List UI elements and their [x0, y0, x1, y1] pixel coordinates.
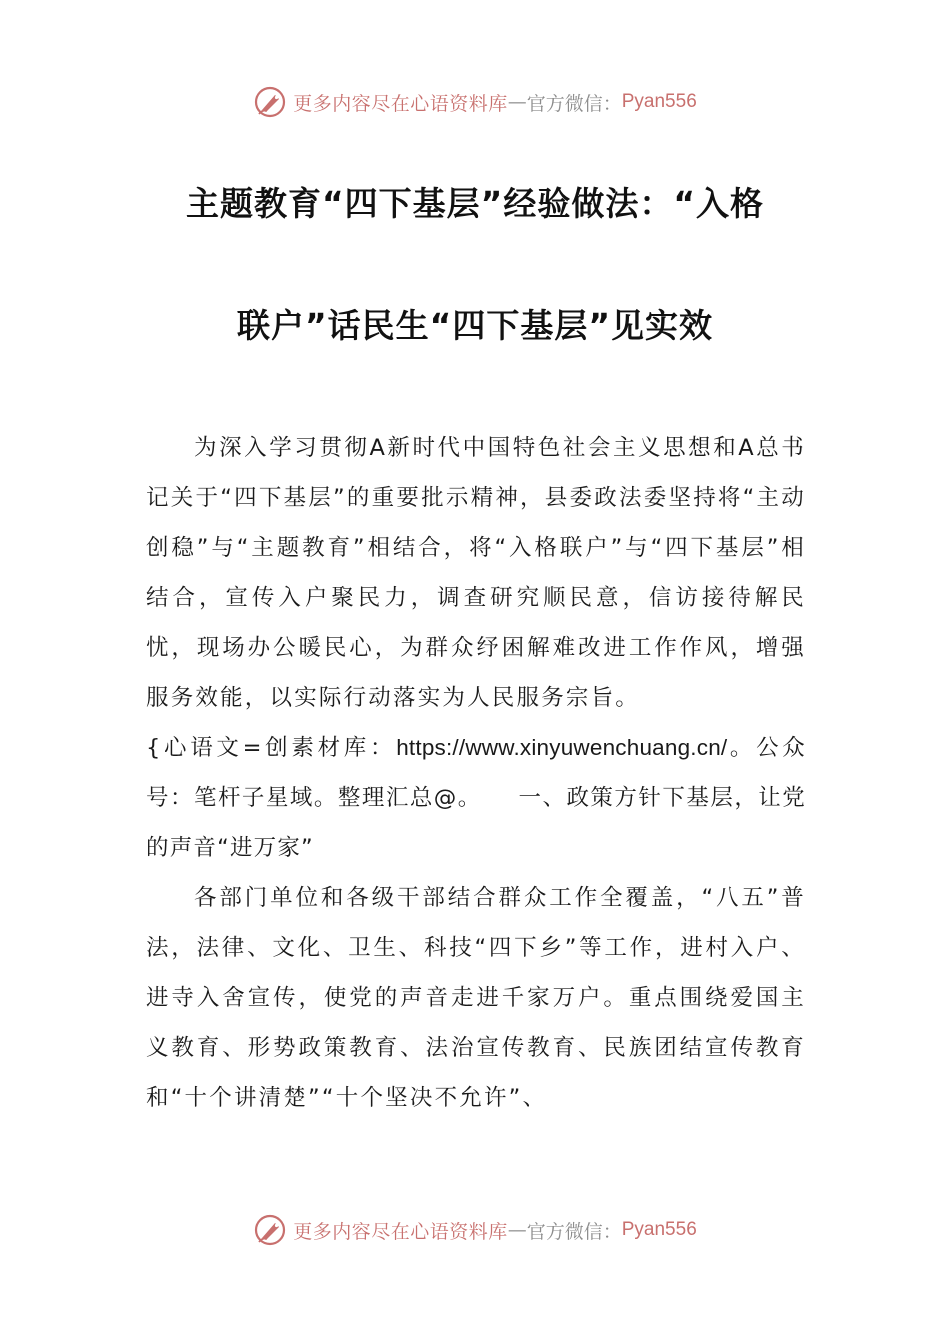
header-banner: [0, 82, 950, 122]
banner-wechat-label: 官方微信：: [526, 92, 622, 115]
footer-banner: [0, 1210, 950, 1250]
banner-dash: —: [507, 91, 527, 113]
document-title-line-1: 主题教育“四下基层”经验做法：“入格: [185, 184, 765, 223]
banner-dash: —: [507, 1219, 527, 1241]
pen-nib-logo-icon: [253, 1213, 287, 1247]
pen-nib-logo-icon: [253, 85, 287, 119]
banner-brand-text: 更多内容尽在心语资料库: [293, 92, 508, 115]
banner-wechat-account: Pyan556: [621, 1219, 697, 1240]
body-paragraph-2: 各部门单位和各级干部结合群众工作全覆盖，“八五”普法，法律、文化、卫生、科技“四下乡”等工作，进村入户、进寺入舍宣传，使党的声音走进千家万户。重点围绕爱国主义教育、形势政策教育、法治宣传教育、民族团结宣传教育和“十个讲清楚”“十个坚决不允许”、: [146, 885, 806, 1111]
source-note: [146, 723, 806, 873]
document-title-line-2: 联户”话民生“四下基层”见实效: [236, 306, 714, 345]
source-prefix: {心语文=创素材库：: [146, 735, 397, 761]
source-url-link[interactable]: https://www.xinyuwenchuang.cn/: [396, 735, 728, 760]
banner-wechat-account: Pyan556: [621, 91, 697, 112]
body-paragraph-1: 为深入学习贯彻A新时代中国特色社会主义思想和A总书记关于“四下基层”的重要批示精神，县委政法委坚持将“主动创稳”与“主题教育”相结合，将“入格联户”与“四下基层”相结合，宣传入户聚民力，调查研究顺民意，信访接待解民忧，现场办公暖民心，为群众纾困解难改进工作作风，增强服务效能，以实际行动落实为人民服务宗旨。: [146, 435, 806, 711]
document-body: [146, 423, 806, 1123]
source-suffix: 。公众号：笔杆子星域。整理汇总@。 一、政策方针下基层，让党的声音“进万家”: [146, 735, 806, 861]
banner-wechat-label: 官方微信：: [526, 1220, 622, 1243]
banner-brand-text: 更多内容尽在心语资料库: [293, 1220, 508, 1243]
